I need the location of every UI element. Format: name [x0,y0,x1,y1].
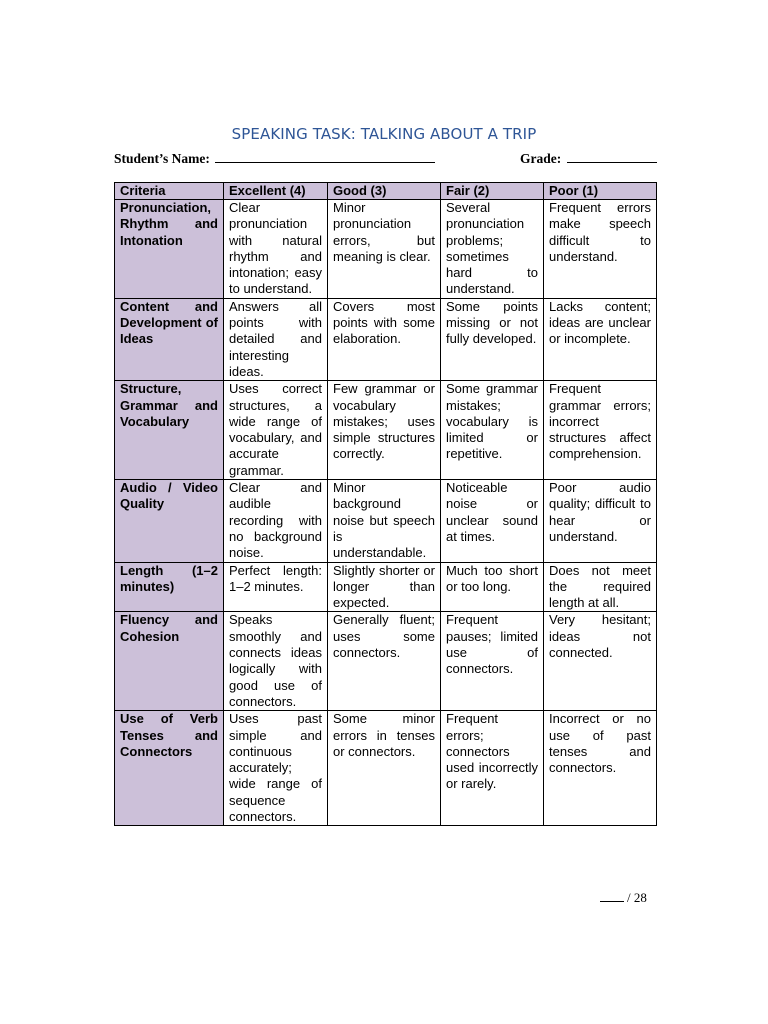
grade-field [520,150,657,167]
table-row [115,298,657,380]
header-fair: Fair (2) [441,183,544,200]
header-poor: Poor (1) [544,183,657,200]
poor-cell: Lacks content; ideas are unclear or incomplete. [544,298,657,380]
student-name-blank [215,150,435,163]
good-cell: Some minor errors in tenses or connectors. [328,711,441,826]
excellent-cell: Clear pronunciation with natural rhythm and intonation; easy to understand. [224,200,328,299]
excellent-cell: Uses past simple and continuous accurately; wide range of sequence connectors. [224,711,328,826]
poor-cell: Incorrect or no use of past tenses and connectors. [544,711,657,826]
header-good: Good (3) [328,183,441,200]
excellent-cell: Speaks smoothly and connects ideas logically with good use of connectors. [224,612,328,711]
good-cell: Covers most points with some elaboration. [328,298,441,380]
criteria-cell: Fluency and Cohesion [115,612,224,711]
excellent-cell: Uses correct structures, a wide range of vocabulary, and accurate grammar. [224,381,328,480]
excellent-cell: Perfect length: 1–2 minutes. [224,562,328,612]
table-row [115,711,657,826]
header-criteria: Criteria [115,183,224,200]
criteria-cell: Use of Verb Tenses and Connectors [115,711,224,826]
page-title: SPEAKING TASK: TALKING ABOUT A TRIP [231,125,537,143]
fair-cell: Several pronunciation problems; sometimes hard to understand. [441,200,544,299]
fair-cell: Much too short or too long. [441,562,544,612]
table-row [115,480,657,562]
poor-cell: Frequent grammar errors; incorrect structures affect comprehension. [544,381,657,480]
criteria-cell: Structure, Grammar and Vocabulary [115,381,224,480]
poor-cell: Poor audio quality; difficult to hear or understand. [544,480,657,562]
criteria-cell: Audio / Video Quality [115,480,224,562]
excellent-cell: Clear and audible recording with no background noise. [224,480,328,562]
poor-cell: Does not meet the required length at all. [544,562,657,612]
rubric-table [114,182,657,826]
score-blank [600,890,624,902]
criteria-cell: Content and Development of Ideas [115,298,224,380]
good-cell: Slightly shorter or longer than expected. [328,562,441,612]
grade-blank [567,150,657,163]
grade-label: Grade: [520,151,562,166]
score-total-label: / 28 [627,890,647,905]
table-row [115,612,657,711]
fair-cell: Noticeable noise or unclear sound at times. [441,480,544,562]
good-cell: Generally fluent; uses some connectors. [328,612,441,711]
total-score [600,890,647,906]
fair-cell: Some points missing or not fully developed. [441,298,544,380]
fair-cell: Frequent errors; connectors used incorrectly or rarely. [441,711,544,826]
good-cell: Minor background noise but speech is understandable. [328,480,441,562]
student-name-field [114,150,435,167]
fair-cell: Some grammar mistakes; vocabulary is limited or repetitive. [441,381,544,480]
poor-cell: Frequent errors make speech difficult to understand. [544,200,657,299]
student-name-label: Student’s Name: [114,151,210,166]
criteria-cell: Length (1–2 minutes) [115,562,224,612]
criteria-cell: Pronunciation, Rhythm and Intonation [115,200,224,299]
table-row [115,200,657,299]
excellent-cell: Answers all points with detailed and interesting ideas. [224,298,328,380]
fair-cell: Frequent pauses; limited use of connectors. [441,612,544,711]
good-cell: Minor pronunciation errors, but meaning is clear. [328,200,441,299]
poor-cell: Very hesitant; ideas not connected. [544,612,657,711]
good-cell: Few grammar or vocabulary mistakes; uses simple structures correctly. [328,381,441,480]
table-row [115,381,657,480]
header-excellent: Excellent (4) [224,183,328,200]
rubric-header-row [115,183,657,200]
table-row [115,562,657,612]
